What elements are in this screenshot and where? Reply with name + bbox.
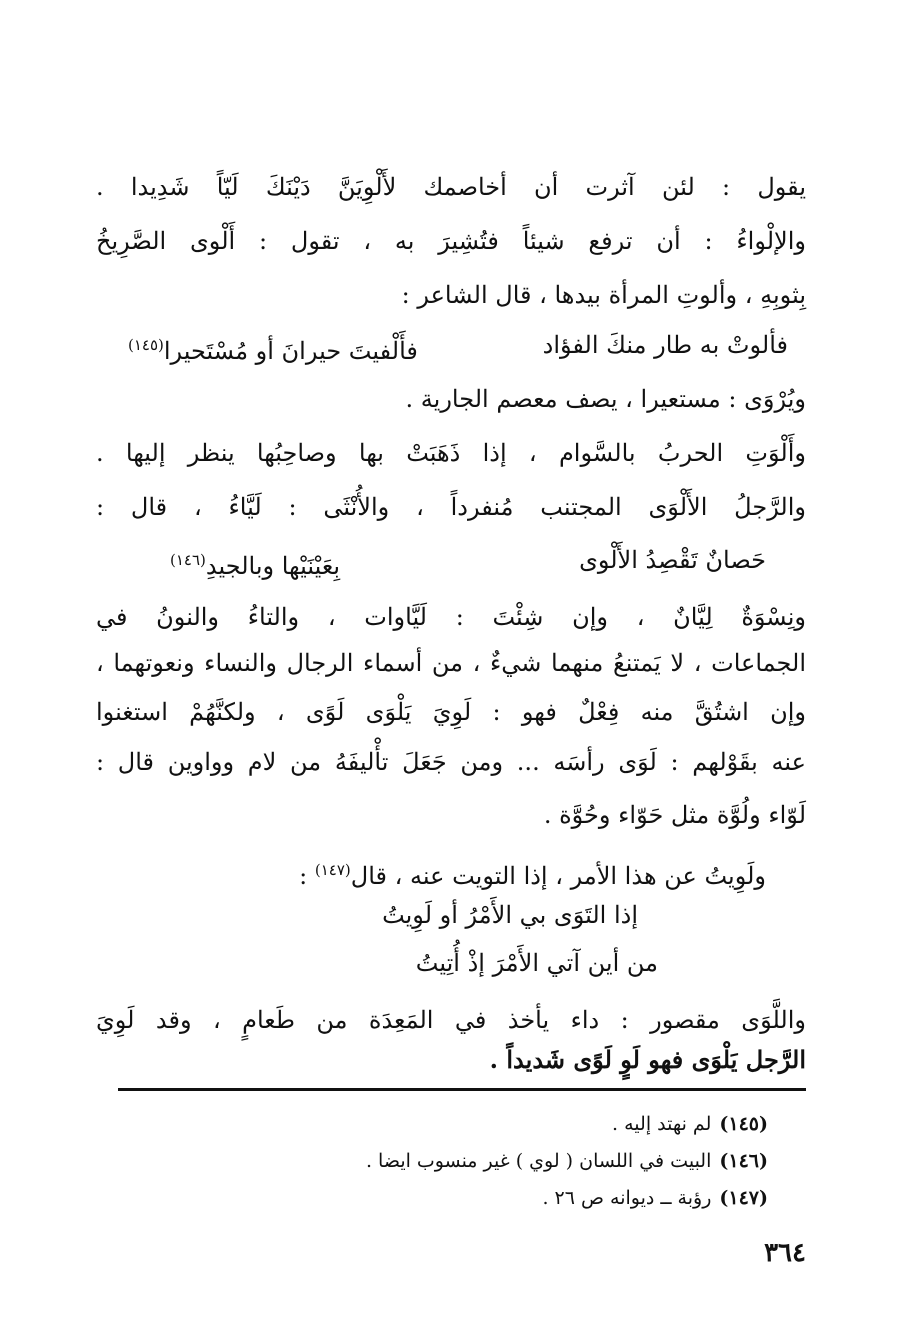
quote-line: من أين آتي الأَمْرَ إذْ أُتِيتُ: [415, 949, 658, 977]
footnote-number: (١٤٥): [719, 1113, 768, 1135]
verse-hemistich-right: حَصانٌ تَقْصِدُ الأَلْوى: [579, 546, 766, 574]
text-line: والرَّجلُ الأَلْوَى المجتنب مُنفرداً ، والأُنْثَى : لَيَّاءُ ، قال :: [96, 493, 806, 521]
text-line: يقول : لئن آثرت أن أخاصمك لأَلْوِيَنَّ دَيْنَكَ لَيّاً شَدِيدا .: [96, 173, 806, 201]
text-line: عنه بقَوْلهم : لَوَى رأسَه ... ومن جَعَلَ تأْليفَهُ من لام وواوين قال :: [96, 748, 806, 776]
quote-intro-text: ولَوِيتُ عن هذا الأمر ، إذا التويت عنه ، قال: [350, 862, 766, 890]
text-line: والإلْواءُ : أن ترفع شيئاً فتُشِيرَ به ، تقول : أَلْوى الصَّرِيخُ: [96, 227, 806, 255]
footnote: [366, 1147, 768, 1175]
footnote-number: (١٤٦): [719, 1150, 768, 1172]
text-line: الرَّجل يَلْوَى فهو لَوٍ لَوًى شَديداً .: [489, 1045, 806, 1074]
footnote-text: رؤبة ــ ديوانه ص ٢٦ .: [542, 1187, 712, 1209]
footnote: [612, 1110, 768, 1138]
verse-hemistich-left-text: بِعَيْنَيْها وبالجيدِ: [205, 552, 341, 580]
verse-line: [170, 543, 766, 580]
verse-line: [128, 328, 788, 365]
verse-hemistich-right: فألوتْ به طار منكَ الفؤاد: [542, 331, 788, 359]
footnote-number: (١٤٧): [719, 1187, 768, 1209]
verse-hemistich-left-text: فأَلْفيتَ حيرانَ أو مُسْتَحيرا: [163, 337, 418, 365]
footnote-text: البيت في اللسان ( لوي ) غير منسوب ايضا .: [365, 1150, 712, 1172]
footnote-text: لم نهتد إليه .: [612, 1113, 712, 1135]
text-line: بِثوبِهِ ، وألوتِ المرأة بيدها ، قال الشاعر :: [401, 281, 806, 309]
quote-line: إذا التَوَى بي الأَمْرُ أو لَوِيتُ: [382, 901, 638, 929]
text-line: وأَلْوَتِ الحربُ بالسَّوام ، إذا ذَهَبَتْ بها وصاحِبُها ينظر إليها .: [96, 439, 806, 467]
verse-hemistich-left: [170, 543, 340, 583]
footnote-ref: (١٤٦): [170, 551, 206, 569]
text-line: ويُرْوَى : مستعيرا ، يصف معصم الجارية .: [405, 385, 806, 413]
footnote: [542, 1184, 768, 1212]
text-line: لَوّاء ولُوَّة مثل حَوّاء وحُوَّة .: [543, 801, 806, 829]
text-line: ونِسْوَةٌ لِيَّانٌ ، وإن شِئْتَ : لَيَّاوات ، والتاءُ والنونُ في: [96, 603, 806, 631]
page-number: ٣٦٤: [764, 1238, 806, 1268]
text-line: واللَّوَى مقصور : داء يأخذ في المَعِدَة من طَعامٍ ، وقد لَوِيَ: [96, 1006, 806, 1034]
quote-intro: [0, 853, 916, 893]
footnote-ref: (١٤٥): [128, 336, 164, 354]
footnote-ref: (١٤٧): [314, 861, 351, 879]
verse-hemistich-left: [128, 328, 418, 368]
text-line: وإن اشتُقَّ منه فِعْلٌ فهو : لَوِيَ يَلْوَى لَوًى ، ولكنَّهُمْ استغنوا: [96, 698, 806, 726]
quote-intro-colon: :: [299, 862, 315, 890]
footnote-divider: [118, 1088, 806, 1091]
text-line: الجماعات ، لا يَمتنعُ منهما شيءٌ ، من أسماء الرجال والنساء ونعوتهما ،: [96, 649, 806, 677]
